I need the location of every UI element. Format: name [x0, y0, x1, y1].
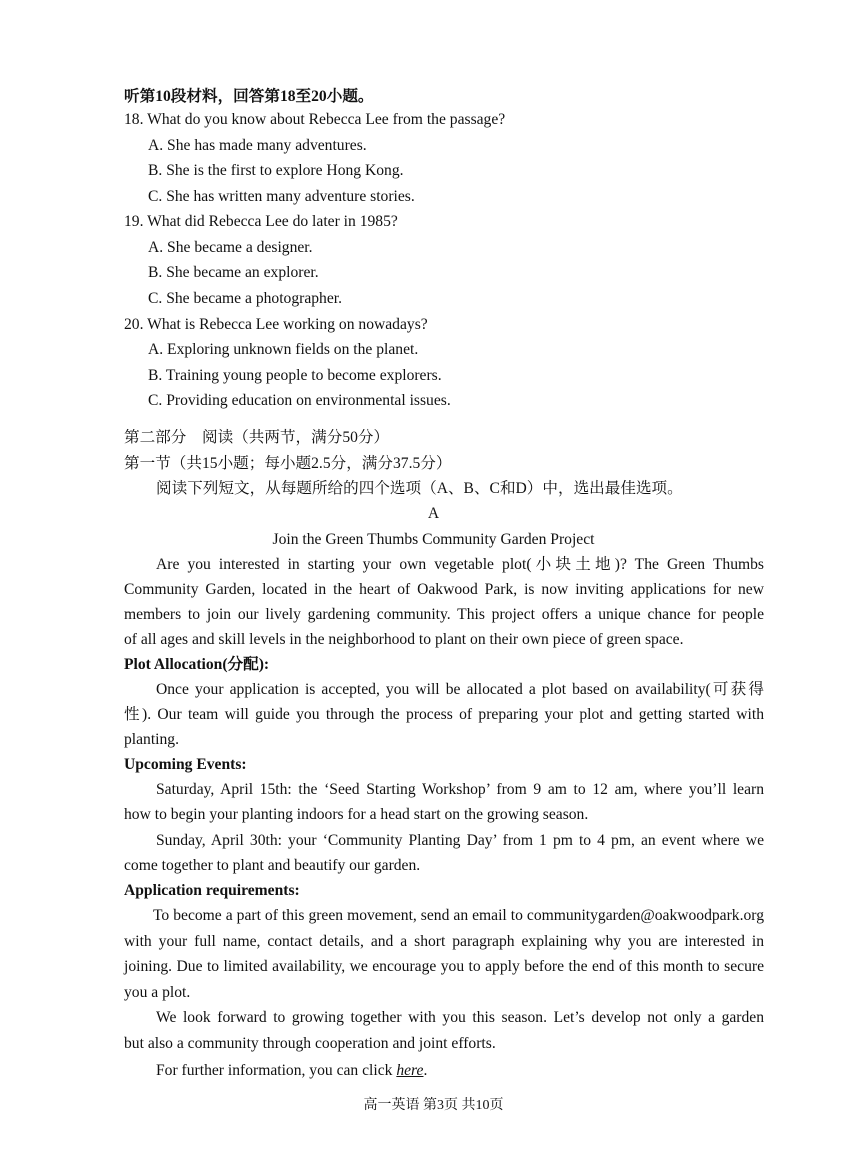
closing-line-2: but also a community through cooperation and joint efforts.: [124, 1035, 496, 1052]
question-18: 18. What do you know about Rebecca Lee from the passage?: [124, 111, 506, 128]
requirements-heading: Application requirements:: [124, 882, 300, 899]
event2-line-2: come together to plant and beautify our garden.: [124, 857, 421, 874]
q18-option-a: A. She has made many adventures.: [148, 137, 367, 154]
here-link[interactable]: here: [396, 1062, 424, 1079]
part2-heading: 第二部分 阅读（共两节，满分50分）: [124, 429, 390, 446]
question-20: 20. What is Rebecca Lee working on nowadays?: [124, 316, 428, 333]
q19-option-c: C. She became a photographer.: [148, 290, 342, 307]
q18-option-b: B. She is the first to explore Hong Kong.: [148, 162, 404, 179]
section1-heading: 第一节（共15小题；每小题2.5分，满分37.5分）: [124, 455, 452, 472]
req-line-3: joining. Due to limited availability, we encourage you to apply before the end of this month to secure: [124, 958, 764, 975]
event1-line-1: Saturday, April 15th: the ‘Seed Starting Workshop’ from 9 am to 12 am, where you’ll learn: [156, 781, 764, 798]
q19-option-a: A. She became a designer.: [148, 239, 313, 256]
q19-option-b: B. She became an explorer.: [148, 264, 319, 281]
q20-option-c: C. Providing education on environmental issues.: [148, 392, 451, 409]
further-info: [156, 1061, 427, 1081]
q20-option-a: A. Exploring unknown fields on the planet.: [148, 341, 419, 358]
req-line-4: you a plot.: [124, 984, 191, 1001]
question-19: 19. What did Rebecca Lee do later in 1985?: [124, 213, 398, 230]
plot-line-1: Once your application is accepted, you will be allocated a plot based on availability(可获得: [156, 681, 764, 698]
intro-line-4: of all ages and skill levels in the neighborhood to plant on their own piece of green space.: [124, 631, 684, 648]
plot-line-3: planting.: [124, 731, 180, 748]
plot-heading: Plot Allocation(分配):: [124, 656, 270, 673]
intro-line-1: Are you interested in starting your own vegetable plot(小块土地)? The Green Thumbs: [156, 556, 764, 573]
passage-title: Join the Green Thumbs Community Garden Project: [272, 531, 595, 548]
req-line-1: To become a part of this green movement, send an email to communitygarden@oakwoodpark.org: [153, 907, 764, 924]
further-info-suffix: .: [423, 1062, 428, 1079]
intro-line-2: Community Garden, located in the heart of Oakwood Park, is now inviting applications for new: [124, 581, 764, 598]
further-info-prefix: For further information, you can click: [156, 1062, 397, 1079]
event1-line-2: how to begin your planting indoors for a head start on the growing season.: [124, 806, 589, 823]
closing-line-1: We look forward to growing together with you this season. Let’s develop not only a garden: [156, 1009, 764, 1026]
plot-line-2: 性). Our team will guide you through the process of preparing your plot and getting started with: [124, 706, 764, 723]
q18-option-c: C. She has written many adventure stories.: [148, 188, 415, 205]
q20-option-b: B. Training young people to become explorers.: [148, 367, 442, 384]
events-heading: Upcoming Events:: [124, 756, 247, 773]
page-footer: 高一英语 第3页 共10页: [363, 1098, 504, 1113]
intro-line-3: members to join our lively gardening community. This project offers a unique chance for people: [124, 606, 764, 623]
reading-instruction: 阅读下列短文，从每题所给的四个选项（A、B、C和D）中，选出最佳选项。: [156, 480, 683, 497]
passage-letter: A: [427, 505, 440, 522]
listening-instruction: 听第10段材料，回答第18至20小题。: [124, 88, 374, 105]
req-line-2: with your full name, contact details, and a short paragraph explaining why you are interested in: [124, 933, 764, 950]
event2-line-1: Sunday, April 30th: your ‘Community Planting Day’ from 1 pm to 4 pm, an event where we: [156, 832, 764, 849]
